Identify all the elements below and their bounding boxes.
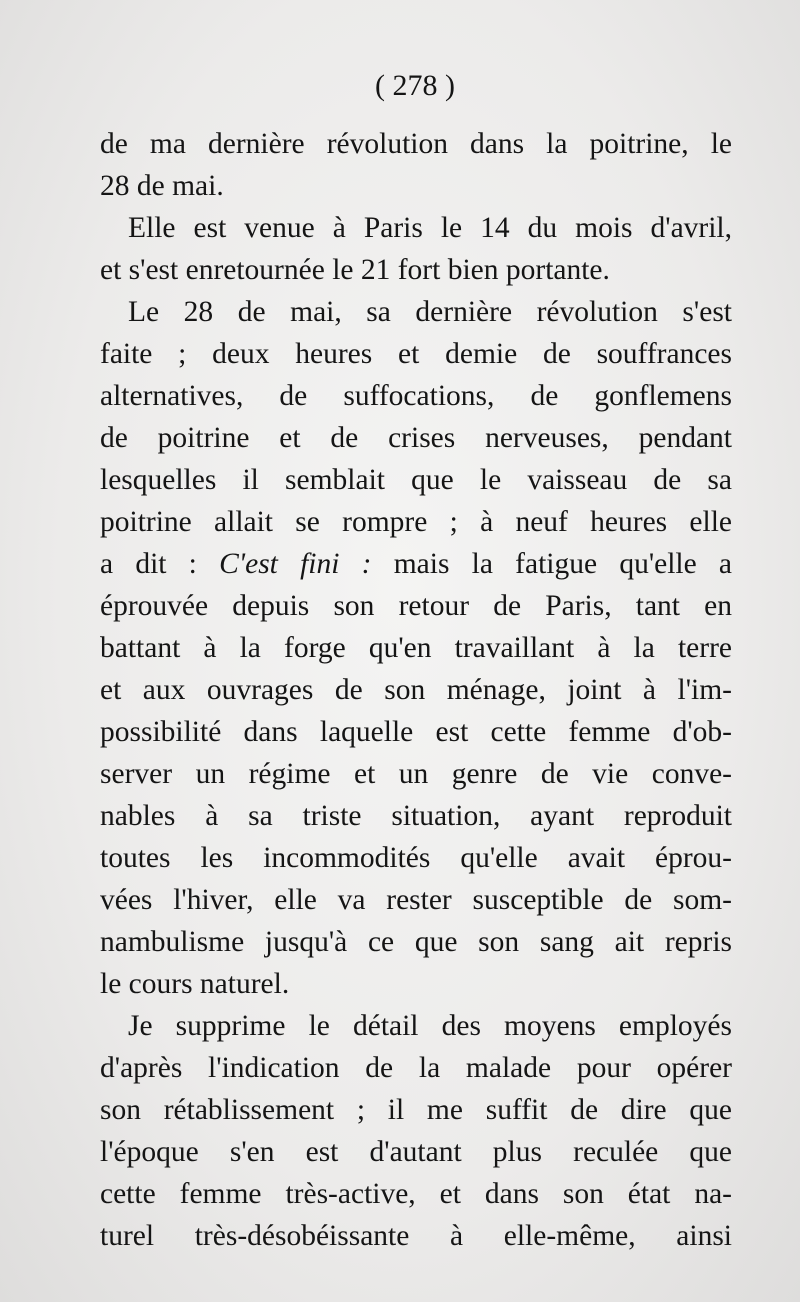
text-line: battant à la forge qu'en travaillant à la terre: [100, 632, 732, 664]
italic-quote: C'est fini :: [219, 548, 372, 580]
text-line: toutes les incommodités qu'elle avait éprou-: [100, 842, 732, 874]
paragraph-first-line: Je supprime le détail des moyens employés: [128, 1010, 732, 1042]
text-line: lesquelles il semblait que le vaisseau de sa: [100, 464, 732, 496]
text-line: alternatives, de suffocations, de gonflemens: [100, 380, 732, 412]
text-run: mais la fatigue qu'elle a: [393, 548, 733, 580]
text-line: et s'est enretournée le 21 fort bien portante.: [100, 254, 610, 286]
text-line: l'époque s'en est d'autant plus reculée que: [100, 1136, 732, 1168]
paragraph-first-line: Elle est venue à Paris le 14 du mois d'avril,: [128, 212, 732, 244]
text-line: vées l'hiver, elle va rester susceptible de som-: [100, 884, 732, 916]
text-run: a dit :: [100, 548, 197, 580]
text-line: possibilité dans laquelle est cette femme d'ob-: [100, 716, 732, 748]
text-line: éprouvée depuis son retour de Paris, tant en: [100, 590, 732, 622]
text-line: nables à sa triste situation, ayant reproduit: [100, 800, 732, 832]
text-line: nambulisme jusqu'à ce que son sang ait repris: [100, 926, 732, 958]
text-line: et aux ouvrages de son ménage, joint à l'im-: [100, 674, 732, 706]
text-line: de poitrine et de crises nerveuses, pendant: [100, 422, 732, 454]
text-line: de ma dernière révolution dans la poitrine, le: [100, 128, 732, 160]
text-line: cette femme très-active, et dans son état na-: [100, 1178, 732, 1210]
text-line: turel très-désobéissante à elle-même, ainsi: [100, 1220, 732, 1252]
text-line: poitrine allait se rompre ; à neuf heures elle: [100, 506, 732, 538]
text-line: son rétablissement ; il me suffit de dire que: [100, 1094, 732, 1126]
text-line: server un régime et un genre de vie conve-: [100, 758, 732, 790]
text-line: d'après l'indication de la malade pour opérer: [100, 1052, 732, 1084]
text-line: 28 de mai.: [100, 170, 224, 202]
page-number: ( 278 ): [375, 69, 455, 102]
text-line: faite ; deux heures et demie de souffrances: [100, 338, 732, 370]
paragraph-first-line: Le 28 de mai, sa dernière révolution s'est: [128, 296, 732, 328]
text-line-with-italic: [100, 544, 732, 584]
text-line: le cours naturel.: [100, 968, 290, 1000]
